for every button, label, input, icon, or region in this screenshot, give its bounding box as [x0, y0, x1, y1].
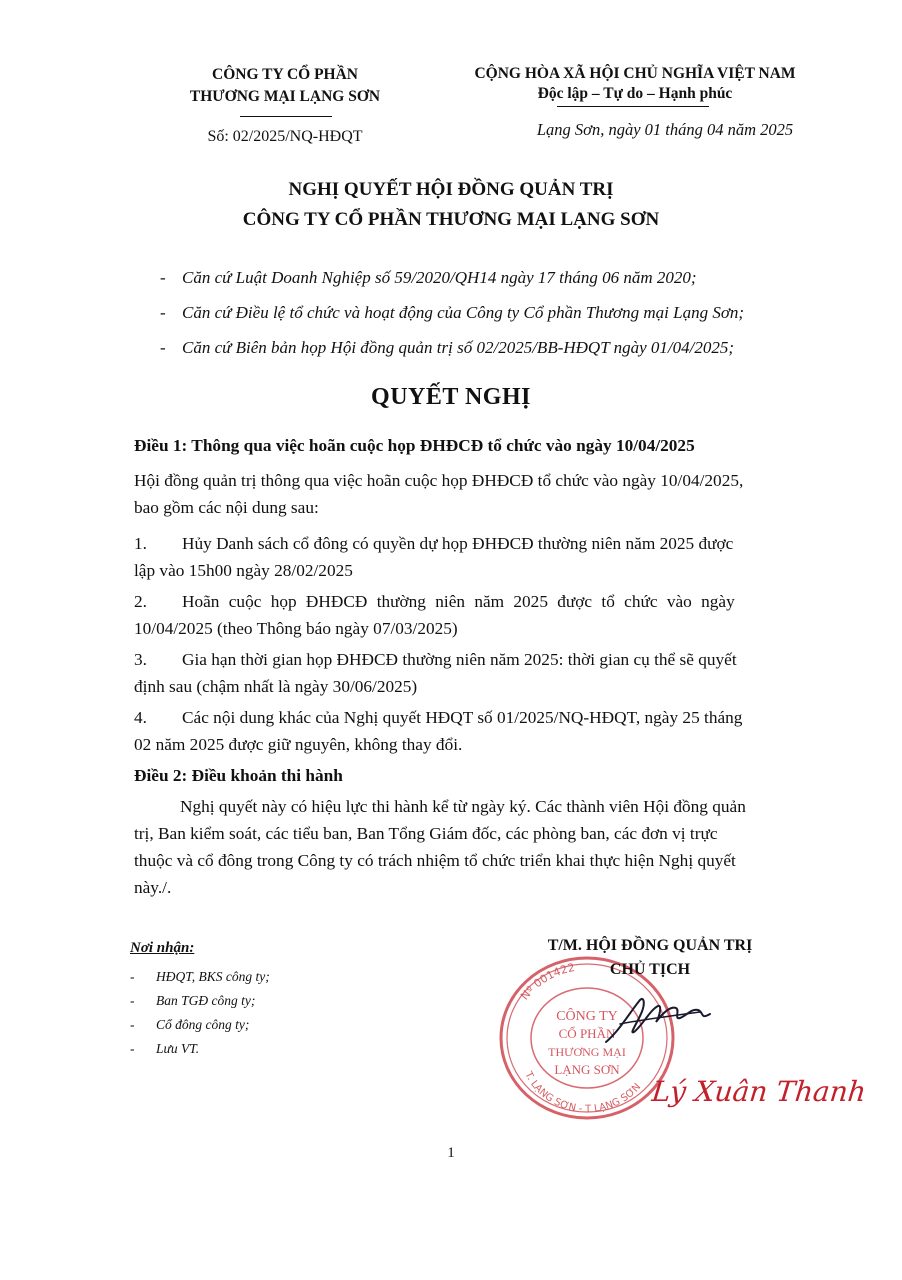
article-1-item — [134, 530, 802, 584]
bullet-dash: - — [130, 969, 135, 984]
article-2-line: này./. — [134, 878, 172, 897]
company-name-line2: THƯƠNG MẠI LẠNG SƠN — [189, 88, 381, 105]
article-2-line: trị, Ban kiểm soát, các tiểu ban, Ban Tổng Giám đốc, các phòng ban, các đơn vị trực — [134, 824, 718, 843]
item-text-line2: 10/04/2025 (theo Thông báo ngày 07/03/2025) — [134, 619, 458, 638]
svg-text:THƯƠNG MẠI: THƯƠNG MẠI — [548, 1045, 626, 1059]
svg-text:Nº 001422: Nº 001422 — [518, 961, 576, 1003]
bullet-dash: - — [130, 993, 135, 1008]
item-number: 3. — [134, 650, 147, 669]
article-2-line: Nghị quyết này có hiệu lực thi hành kể từ ngày ký. Các thành viên Hội đồng quản — [180, 797, 746, 816]
article-1-heading: Điều 1: Thông qua việc hoãn cuộc họp ĐHĐCĐ tổ chức vào ngày 10/04/2025 — [134, 436, 695, 455]
company-name-line1: CÔNG TY CỔ PHẦN — [212, 66, 358, 83]
legal-basis-item — [160, 338, 734, 358]
recipient-item — [130, 1037, 390, 1061]
bullet-dash: - — [160, 303, 166, 322]
recipient-text: HĐQT, BKS công ty; — [156, 969, 270, 984]
signatory-role — [505, 934, 795, 982]
document-title — [0, 175, 902, 235]
document-title-line2: CÔNG TY CỔ PHẦN THƯƠNG MẠI LẠNG SƠN — [242, 209, 660, 230]
legal-basis-item — [160, 268, 697, 288]
article-2-body — [134, 793, 802, 901]
article-2-heading: Điều 2: Điều khoản thi hành — [134, 766, 343, 785]
legal-basis-item — [160, 303, 744, 323]
item-number: 4. — [134, 708, 147, 727]
national-header-block — [450, 64, 820, 104]
bullet-dash: - — [130, 1017, 135, 1032]
recipients-block — [130, 940, 390, 1061]
signatory-role-line2: CHỦ TỊCH — [609, 961, 691, 978]
item-text-line1: Hoãn cuộc họp ĐHĐCĐ thường niên năm 2025 được tổ chức vào ngày — [182, 592, 735, 611]
motto-underline-divider — [557, 106, 709, 107]
nation-name: CỘNG HÒA XÃ HỘI CHỦ NGHĨA VIỆT NAM — [474, 65, 796, 82]
bullet-dash: - — [160, 338, 166, 357]
recipient-text: Lưu VT. — [156, 1041, 200, 1056]
svg-text:LẠNG SƠN: LẠNG SƠN — [554, 1062, 620, 1077]
article-1-item — [134, 646, 802, 700]
item-number: 1. — [134, 534, 147, 553]
recipient-text: Ban TGĐ công ty; — [156, 993, 256, 1008]
article-1-intro-line2: bao gồm các nội dung sau: — [134, 498, 319, 517]
national-motto: Độc lập – Tự do – Hạnh phúc — [537, 85, 733, 102]
item-text-line2: lập vào 15h00 ngày 28/02/2025 — [134, 561, 353, 580]
article-1-item — [134, 588, 802, 642]
recipient-item — [130, 965, 390, 989]
document-title-line1: NGHỊ QUYẾT HỘI ĐỒNG QUẢN TRỊ — [288, 179, 614, 200]
handwritten-signature — [600, 990, 720, 1050]
company-name-block — [150, 64, 420, 108]
svg-text:CÔNG TY: CÔNG TY — [556, 1009, 618, 1024]
article-1-item — [134, 704, 802, 758]
legal-basis-text: Căn cứ Biên bản họp Hội đồng quản trị số 02/2025/BB-HĐQT ngày 01/04/2025; — [182, 338, 734, 357]
article-1-intro-line1: Hội đồng quản trị thông qua việc hoãn cuộc họp ĐHĐCĐ tổ chức vào ngày 10/04/2025, — [134, 471, 744, 490]
signer-name: Lý Xuân Thanh — [650, 1075, 868, 1108]
item-text-line1: Hủy Danh sách cổ đông có quyền dự họp ĐHĐCĐ thường niên năm 2025 được — [182, 534, 734, 553]
item-text-line1: Các nội dung khác của Nghị quyết HĐQT số 01/2025/NQ-HĐQT, ngày 25 tháng — [182, 708, 743, 727]
bullet-dash: - — [130, 1041, 135, 1056]
article-1-intro — [134, 467, 802, 521]
legal-basis-text: Căn cứ Luật Doanh Nghiệp số 59/2020/QH14 ngày 17 tháng 06 năm 2020; — [182, 268, 697, 287]
article-2-line: thuộc và cổ đông trong Công ty có trách nhiệm tổ chức triển khai thực hiện Nghị quyết — [134, 851, 736, 870]
bullet-dash: - — [160, 268, 166, 287]
signatory-role-line1: T/M. HỘI ĐỒNG QUẢN TRỊ — [547, 937, 753, 954]
place-and-date: Lạng Sơn, ngày 01 tháng 04 năm 2025 — [536, 120, 794, 139]
recipient-item — [130, 1013, 390, 1037]
resolution-heading: QUYẾT NGHỊ — [371, 384, 531, 410]
recipient-text: Cổ đông công ty; — [156, 1017, 250, 1032]
item-text-line2: định sau (chậm nhất là ngày 30/06/2025) — [134, 677, 418, 696]
item-text-line1: Gia hạn thời gian họp ĐHĐCĐ thường niên năm 2025: thời gian cụ thể sẽ quyết — [182, 650, 737, 669]
svg-text:CỔ PHẦN: CỔ PHẦN — [558, 1026, 616, 1041]
legal-basis-text: Căn cứ Điều lệ tổ chức và hoạt động của Công ty Cổ phần Thương mại Lạng Sơn; — [182, 303, 745, 322]
item-number: 2. — [134, 592, 147, 611]
svg-text:T. LẠNG SƠN - T LẠNG SƠN: T. LẠNG SƠN - T LẠNG SƠN — [522, 1070, 644, 1116]
document-number: Số: 02/2025/NQ-HĐQT — [207, 128, 363, 145]
recipient-item — [130, 989, 390, 1013]
page-number: 1 — [447, 1145, 455, 1161]
recipients-title: Nơi nhận: — [130, 940, 195, 956]
company-underline-divider — [240, 116, 332, 117]
item-text-line2: 02 năm 2025 được giữ nguyên, không thay đổi. — [134, 735, 463, 754]
